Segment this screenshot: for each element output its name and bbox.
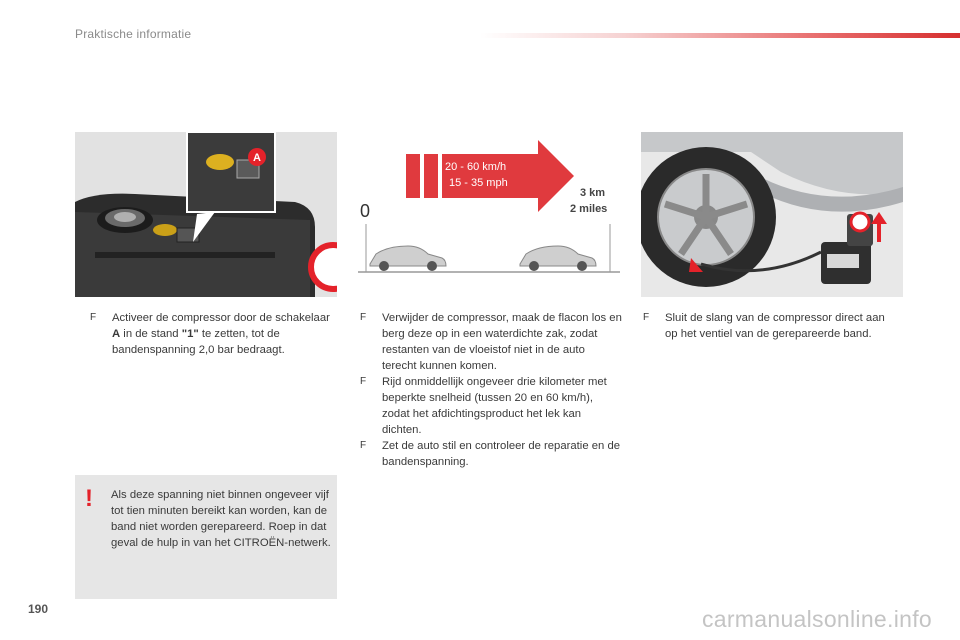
instruction-text: Sluit de slang van de compressor direct aan op het ventiel van de gerepareerde band. xyxy=(665,312,885,340)
warning-box xyxy=(75,475,337,599)
page-header-title: Praktische informatie xyxy=(75,27,192,41)
bullet-marker: F xyxy=(360,376,367,387)
instruction-remove-compressor xyxy=(360,310,622,374)
car-start-icon xyxy=(370,246,446,271)
watermark-text: carmanualsonline.info xyxy=(701,606,932,632)
warning-text: Als deze spanning niet binnen ongeveer vijf tot tien minuten bereikt kan worden, kan de band niet worden gerepareerd. Roep in dat geval de hulp in van het CITROËN-netwerk. xyxy=(111,489,331,549)
speed-kmh-label: 20 - 60 km/h xyxy=(445,161,507,173)
bullet-marker: F xyxy=(360,440,367,451)
instruction-drive-slowly xyxy=(360,374,622,438)
speed-bar-2 xyxy=(424,154,438,198)
header-accent-bar xyxy=(480,33,960,38)
instruction-activate-compressor xyxy=(90,310,330,358)
instruction-text: Rijd onmiddellijk ongeveer drie kilometer met beperkte snelheid (tussen 20 en 60 km/h), zodat het afdichtingsproduct het lek kan dichten. xyxy=(382,376,607,436)
instruction-check-repair xyxy=(360,438,622,470)
instruction-text-part3: te zetten, tot de bandenspanning 2,0 bar bedraagt. xyxy=(112,328,285,356)
speed-mph-label: 15 - 35 mph xyxy=(449,177,508,189)
bullet-marker: F xyxy=(643,312,650,323)
start-zero-label: 0 xyxy=(360,201,371,221)
column-2-text xyxy=(360,310,622,470)
callout-a-label: A xyxy=(253,152,261,164)
instruction-text: Zet de auto stil en controleer de reparatie en de bandenspanning. xyxy=(382,440,621,468)
compressor-illustration xyxy=(75,132,337,297)
distance-miles-label: 2 miles xyxy=(570,203,608,215)
instruction-text-part2: in de stand xyxy=(120,328,182,340)
switch-position: "1" xyxy=(181,328,199,340)
distance-km-label: 3 km xyxy=(580,187,606,199)
instruction-connect-hose xyxy=(643,310,893,342)
car-end-icon xyxy=(520,246,596,271)
column-1-text xyxy=(90,310,330,358)
instruction-text-part1: Activeer de compressor door de schakelaar xyxy=(112,312,330,324)
tyre-drawing xyxy=(641,132,903,297)
tyre-hose-illustration xyxy=(641,132,903,297)
page-number: 190 xyxy=(28,602,49,616)
speed-distance-diagram xyxy=(358,132,620,297)
warning-exclamation-icon: ! xyxy=(85,485,93,512)
speed-bar-1 xyxy=(406,154,420,198)
speed-diagram-drawing xyxy=(358,132,620,297)
column-3-text xyxy=(643,310,893,342)
compressor-drawing xyxy=(75,132,337,297)
instruction-text: Verwijder de compressor, maak de flacon los en berg deze op in een waterdichte zak, zodat restanten van de vloeistof niet in de auto terecht kunnen komen. xyxy=(382,312,622,372)
switch-label: A xyxy=(112,328,121,340)
bullet-marker: F xyxy=(90,312,97,323)
bullet-marker: F xyxy=(360,312,367,323)
speed-arrow xyxy=(442,140,574,212)
